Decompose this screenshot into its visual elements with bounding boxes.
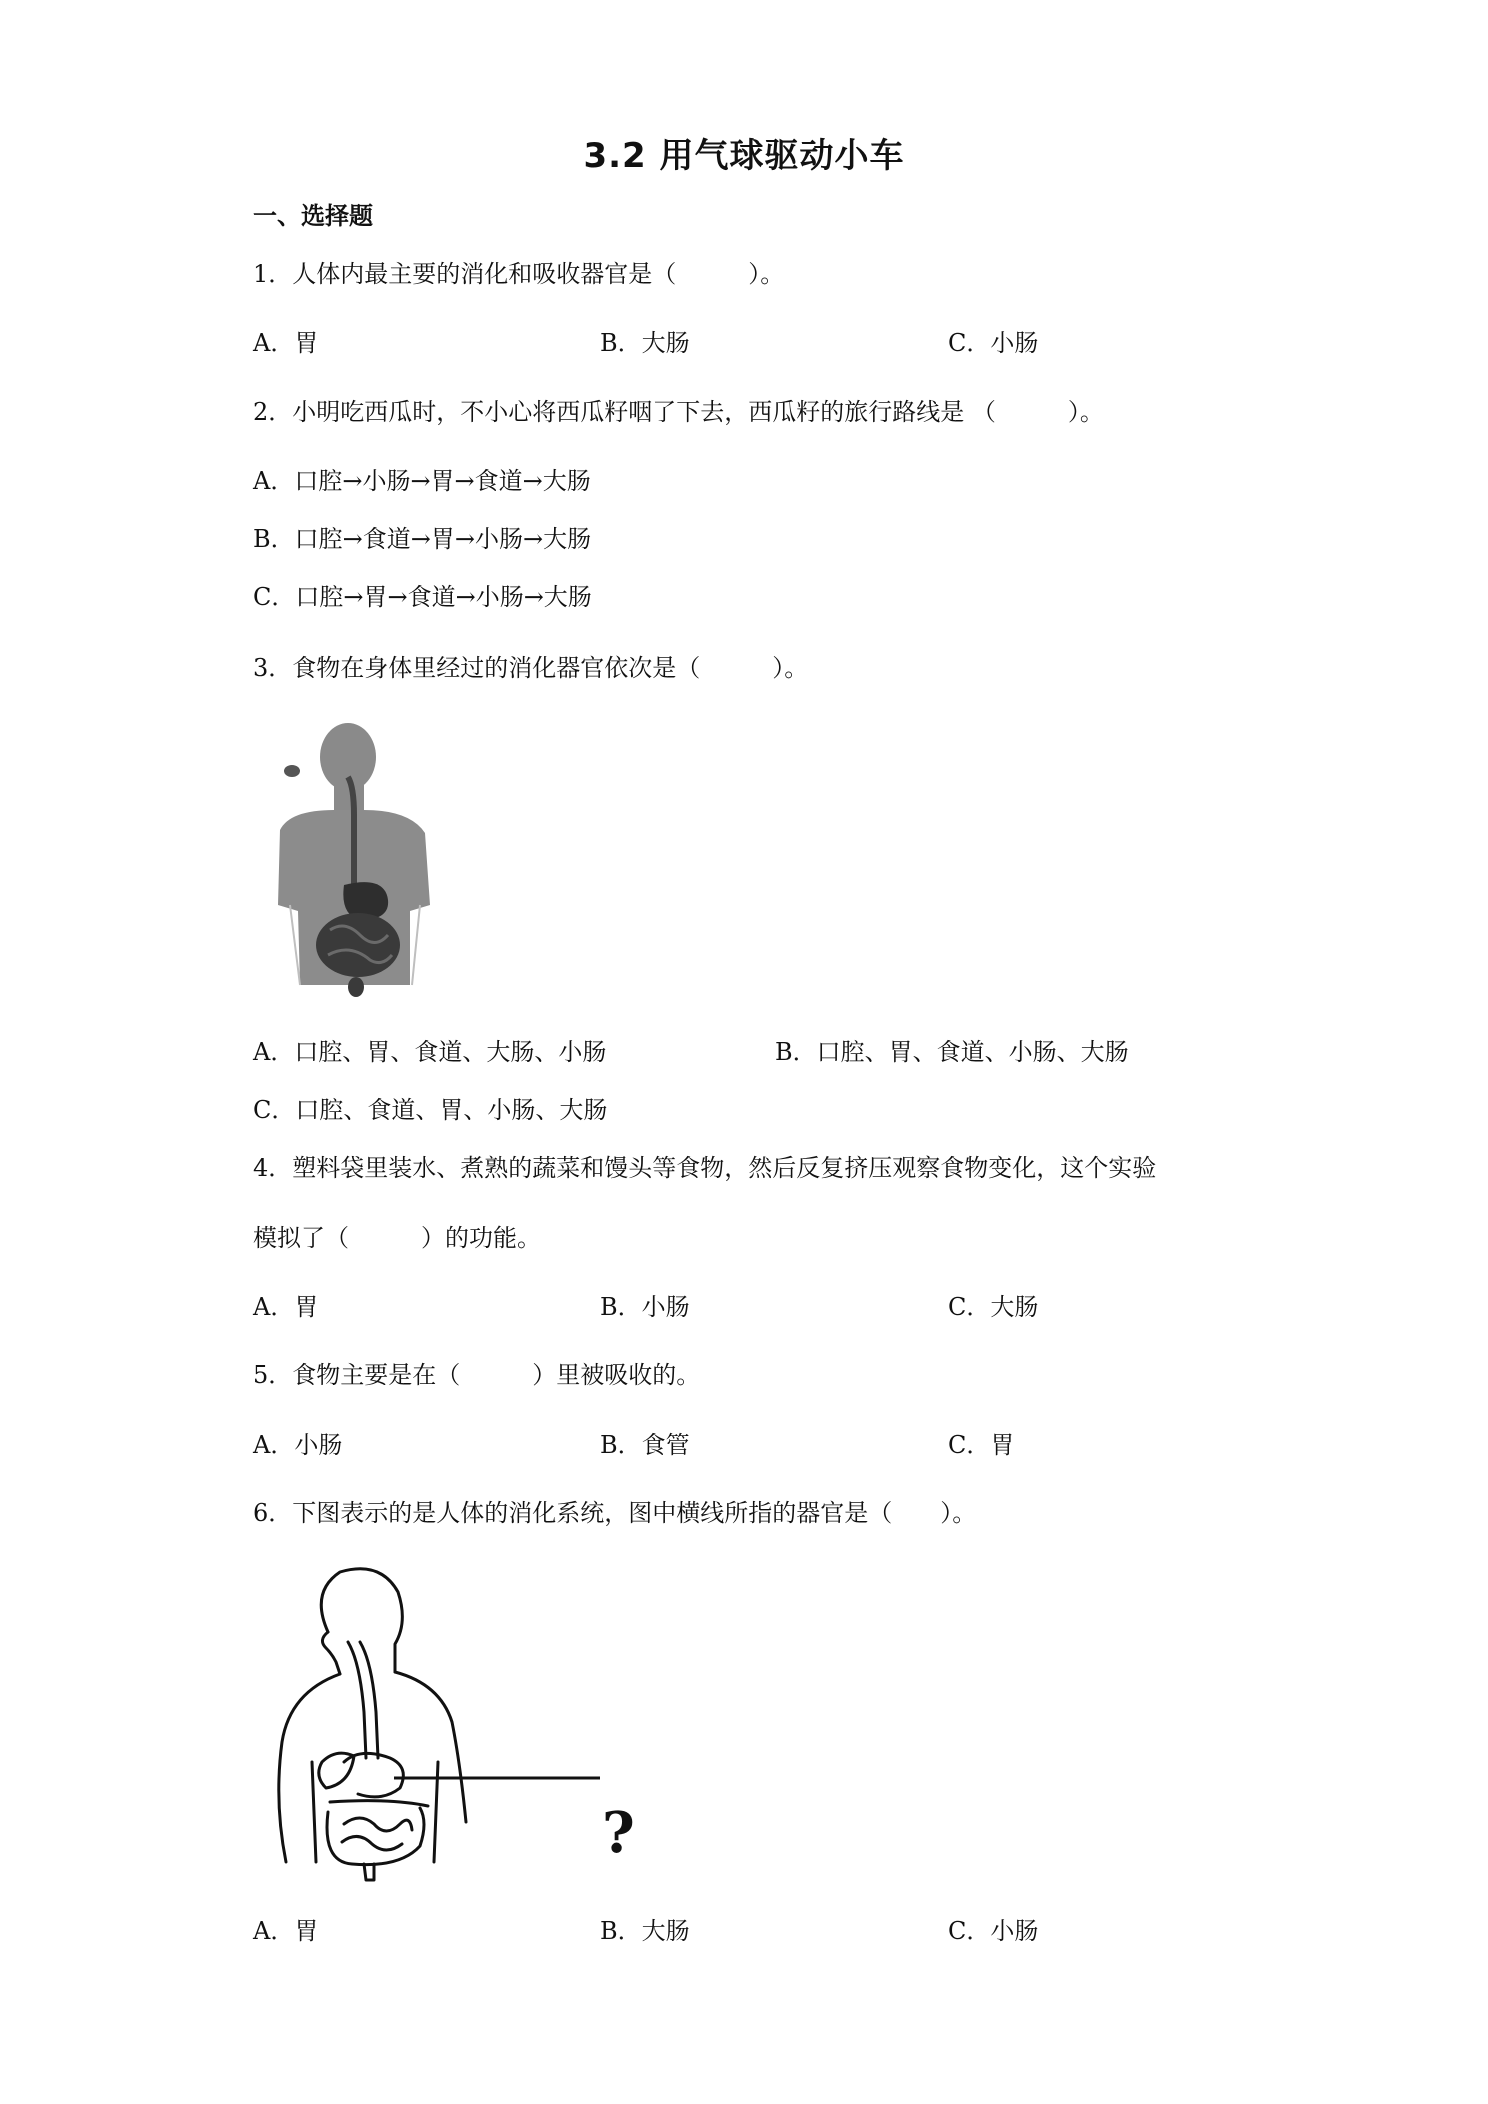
question-4-stem-continued: 模拟了（ ）的功能。 [253, 1224, 541, 1252]
question-4-option-c[interactable]: C．大肠 [948, 1293, 1039, 1321]
question-5-stem: 5．食物主要是在（ ）里被吸收的。 [253, 1361, 701, 1389]
question-5-option-b[interactable]: B．食管 [600, 1431, 690, 1459]
question-2-option-b[interactable]: B．口腔→食道→胃→小肠→大肠 [253, 525, 592, 553]
question-4-option-b[interactable]: B．小肠 [600, 1293, 690, 1321]
digestive-system-figure-shaded [270, 715, 450, 1000]
question-3-option-b[interactable]: B．口腔、胃、食道、小肠、大肠 [775, 1038, 1129, 1066]
question-2-option-a[interactable]: A．口腔→小肠→胃→食道→大肠 [253, 467, 591, 495]
question-6-stem: 6．下图表示的是人体的消化系统，图中横线所指的器官是（ ）。 [253, 1499, 977, 1527]
question-1-option-a[interactable]: A．胃 [253, 329, 319, 357]
question-1-option-b[interactable]: B．大肠 [600, 329, 690, 357]
question-5-option-c[interactable]: C．胃 [948, 1431, 1015, 1459]
question-2-option-c[interactable]: C．口腔→胃→食道→小肠→大肠 [253, 583, 592, 611]
question-4-stem: 4．塑料袋里装水、煮熟的蔬菜和馒头等食物，然后反复挤压观察食物变化，这个实验 [253, 1154, 1157, 1182]
digestive-system-figure-line [270, 1562, 640, 1882]
figure-question-mark: ? [602, 1800, 635, 1866]
question-2-stem: 2．小明吃西瓜时，不小心将西瓜籽咽了下去，西瓜籽的旅行路线是 （ ）。 [253, 398, 1104, 426]
question-6-option-c[interactable]: C．小肠 [948, 1917, 1039, 1945]
question-3-option-a[interactable]: A．口腔、胃、食道、大肠、小肠 [253, 1038, 607, 1066]
question-6-option-b[interactable]: B．大肠 [600, 1917, 690, 1945]
question-3-option-c[interactable]: C．口腔、食道、胃、小肠、大肠 [253, 1096, 608, 1124]
page-title: 3.2 用气球驱动小车 [583, 136, 905, 176]
question-6-option-a[interactable]: A．胃 [253, 1917, 319, 1945]
question-4-option-a[interactable]: A．胃 [253, 1293, 319, 1321]
question-5-option-a[interactable]: A．小肠 [253, 1431, 343, 1459]
question-1-option-c[interactable]: C．小肠 [948, 329, 1039, 357]
question-3-stem: 3．食物在身体里经过的消化器官依次是（ ）。 [253, 654, 809, 682]
section-heading: 一、选择题 [253, 202, 373, 230]
question-1-stem: 1．人体内最主要的消化和吸收器官是（ ）。 [253, 260, 785, 288]
